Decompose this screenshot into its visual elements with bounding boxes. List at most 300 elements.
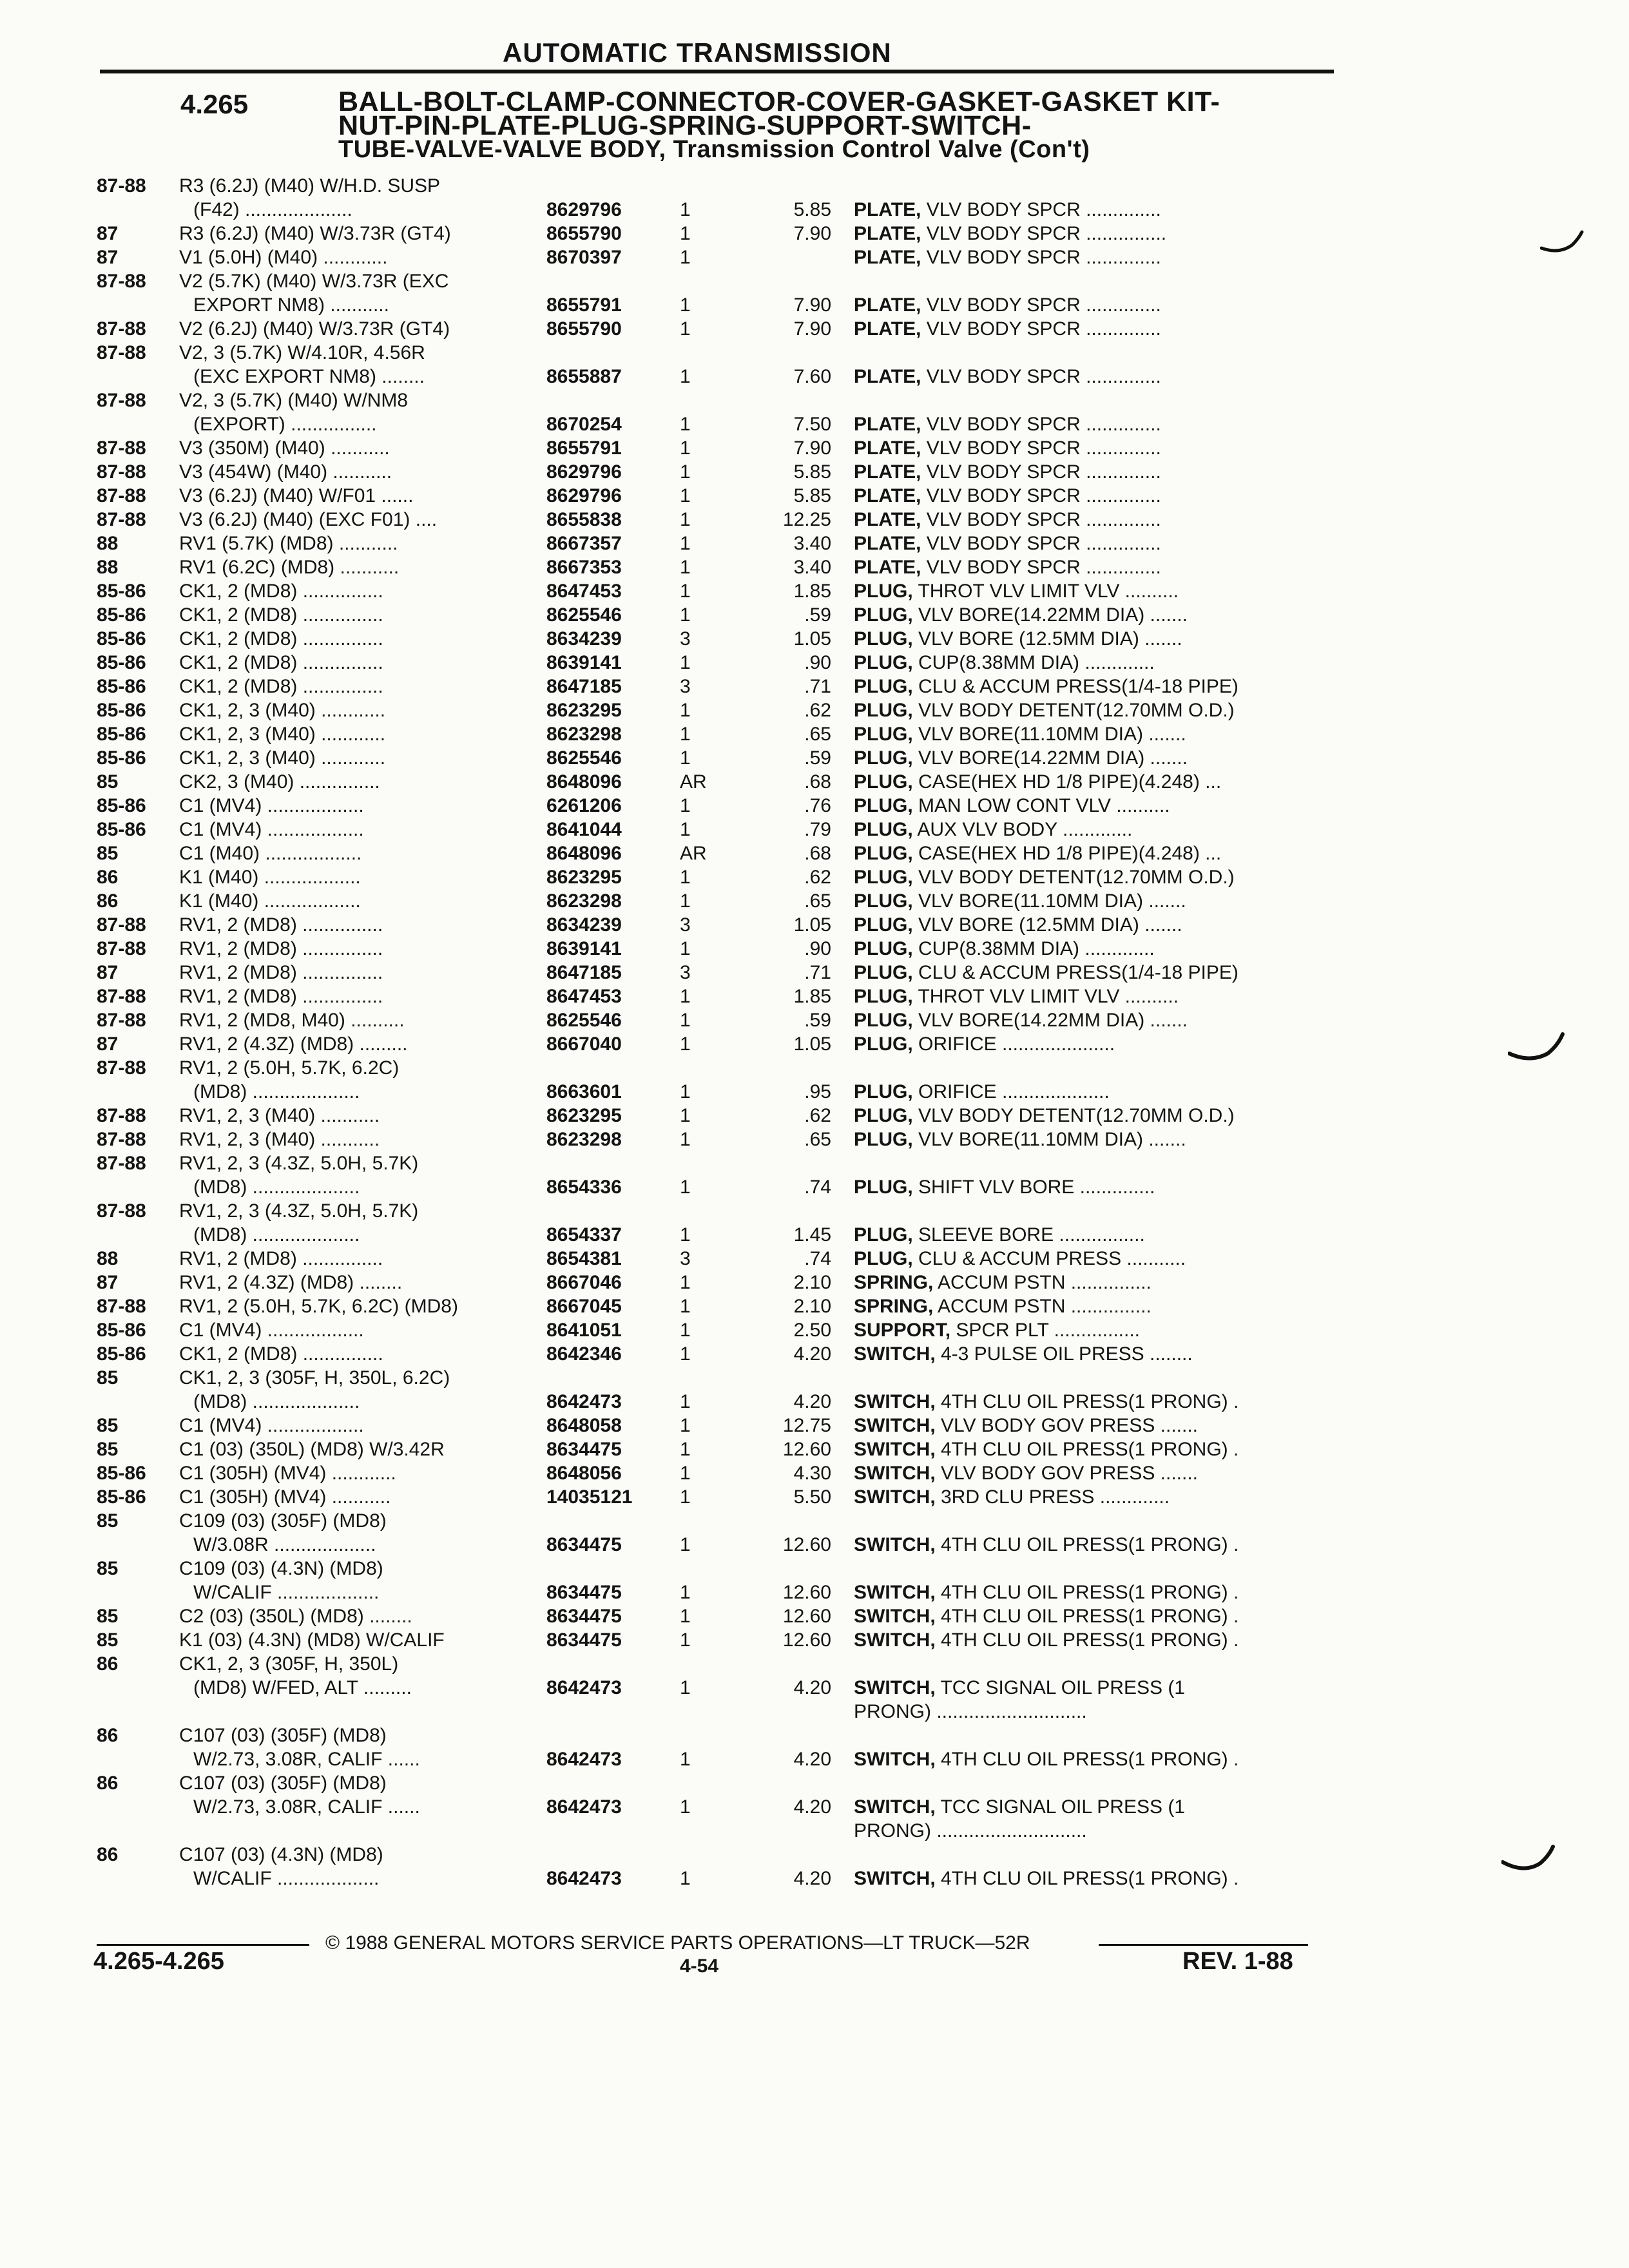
row-price: 3.40 xyxy=(793,533,831,554)
row-part-number: 8667357 xyxy=(546,533,622,554)
row-quantity: 1 xyxy=(680,604,691,626)
row-application: R3 (6.2J) (M40) W/3.73R (GT4) xyxy=(179,223,451,244)
description-keyword: PLUG, xyxy=(854,1129,913,1150)
table-row xyxy=(0,245,1629,269)
table-row xyxy=(0,818,1629,841)
row-part-number: 8647453 xyxy=(546,986,622,1007)
row-price: .79 xyxy=(804,819,831,840)
description-keyword: PLUG, xyxy=(854,581,913,602)
row-part-number: 8655790 xyxy=(546,318,622,340)
row-price: .59 xyxy=(804,747,831,769)
row-year: 87-88 xyxy=(97,1200,146,1222)
row-price: 12.60 xyxy=(782,1534,831,1555)
row-application: CK1, 2, 3 (M40) ............ xyxy=(179,747,386,769)
table-row xyxy=(0,1747,1629,1771)
row-description: PLATE, VLV BODY SPCR .............. xyxy=(854,461,1161,483)
row-price: 1.45 xyxy=(793,1224,831,1245)
row-description: PLUG, SLEEVE BORE ................ xyxy=(854,1224,1145,1245)
row-year: 85 xyxy=(97,1558,119,1579)
row-year: 85 xyxy=(97,771,119,793)
row-application: (EXC EXPORT NM8) ........ xyxy=(193,366,425,387)
row-year: 87-88 xyxy=(97,938,146,959)
row-year: 87-88 xyxy=(97,461,146,483)
row-quantity: 1 xyxy=(680,581,691,602)
table-row xyxy=(0,436,1629,460)
row-application: (MD8) .................... xyxy=(193,1081,360,1102)
row-year: 85 xyxy=(97,1367,119,1389)
row-part-number: 8634475 xyxy=(546,1582,622,1603)
row-part-number: 8654336 xyxy=(546,1177,622,1198)
row-price: 7.90 xyxy=(793,437,831,459)
row-description: PLATE, VLV BODY SPCR .............. xyxy=(854,366,1161,387)
row-description: PRONG) ............................ xyxy=(854,1820,1087,1841)
row-part-number: 8634475 xyxy=(546,1534,622,1555)
row-price: 5.85 xyxy=(793,485,831,506)
table-row xyxy=(0,555,1629,579)
description-keyword: PLUG, xyxy=(854,628,913,649)
row-part-number: 8648096 xyxy=(546,843,622,864)
row-application: CK2, 3 (M40) ............... xyxy=(179,771,380,793)
row-quantity: 1 xyxy=(680,1129,691,1150)
description-keyword: PLUG, xyxy=(854,1177,913,1198)
description-keyword: SWITCH, xyxy=(854,1868,936,1889)
section-title-line: BALL-BOLT-CLAMP-CONNECTOR-COVER-GASKET-GASKET KIT- xyxy=(338,86,1220,117)
description-keyword: PLUG, xyxy=(854,819,913,840)
row-application: CK1, 2 (MD8) ............... xyxy=(179,628,383,649)
description-keyword: PLUG, xyxy=(854,914,913,936)
row-part-number: 8647185 xyxy=(546,962,622,983)
row-price: .74 xyxy=(804,1177,831,1198)
row-description: PLUG, VLV BODY DETENT(12.70MM O.D.) xyxy=(854,700,1235,721)
row-description: PLUG, VLV BORE(14.22MM DIA) ....... xyxy=(854,747,1188,769)
description-keyword: SPRING, xyxy=(854,1272,934,1293)
row-description: SWITCH, 4TH CLU OIL PRESS(1 PRONG) . xyxy=(854,1439,1239,1460)
row-year: 85-86 xyxy=(97,1463,146,1484)
table-row xyxy=(0,174,1629,198)
footer-page-number: 4-54 xyxy=(680,1956,719,1977)
description-keyword: SWITCH, xyxy=(854,1463,936,1484)
row-year: 85-86 xyxy=(97,1343,146,1365)
row-price: 1.05 xyxy=(793,1033,831,1055)
row-application: C1 (305H) (MV4) ............ xyxy=(179,1463,396,1484)
row-quantity: 1 xyxy=(680,986,691,1007)
table-row xyxy=(0,675,1629,698)
row-description: PLUG, SHIFT VLV BORE .............. xyxy=(854,1177,1155,1198)
description-keyword: PLATE, xyxy=(854,437,921,459)
description-keyword: PLUG, xyxy=(854,986,913,1007)
table-row xyxy=(0,1056,1629,1080)
row-description: SWITCH, 3RD CLU PRESS ............. xyxy=(854,1486,1170,1508)
row-description: PLUG, CLU & ACCUM PRESS ........... xyxy=(854,1248,1186,1269)
row-quantity: 1 xyxy=(680,199,691,220)
row-part-number: 8642473 xyxy=(546,1796,622,1818)
row-price: .74 xyxy=(804,1248,831,1269)
row-application: C107 (03) (305F) (MD8) xyxy=(179,1725,387,1746)
row-year: 87-88 xyxy=(97,271,146,292)
description-keyword: PLATE, xyxy=(854,247,921,268)
row-description: PLUG, CLU & ACCUM PRESS(1/4-18 PIPE) xyxy=(854,962,1239,983)
row-year: 85-86 xyxy=(97,700,146,721)
row-quantity: 1 xyxy=(680,819,691,840)
check-mark-icon xyxy=(1508,1031,1566,1070)
table-row xyxy=(0,913,1629,937)
section-number: 4.265 xyxy=(180,89,249,119)
row-quantity: 1 xyxy=(680,795,691,816)
row-part-number: 8639141 xyxy=(546,938,622,959)
table-row xyxy=(0,1533,1629,1557)
row-description: PLUG, CUP(8.38MM DIA) ............. xyxy=(854,652,1155,673)
row-quantity: 1 xyxy=(680,1796,691,1818)
row-description: PLATE, VLV BODY SPCR .............. xyxy=(854,437,1161,459)
row-application: CK1, 2, 3 (305F, H, 350L, 6.2C) xyxy=(179,1367,450,1389)
description-keyword: PLUG, xyxy=(854,676,913,697)
row-year: 87-88 xyxy=(97,1105,146,1126)
row-application: V3 (6.2J) (M40) W/F01 ...... xyxy=(179,485,414,506)
row-description: PLATE, VLV BODY SPCR .............. xyxy=(854,509,1161,530)
row-price: 4.20 xyxy=(793,1796,831,1818)
table-row xyxy=(0,1843,1629,1867)
footer-rule-left xyxy=(97,1944,309,1946)
table-row xyxy=(0,1557,1629,1581)
description-keyword: SWITCH, xyxy=(854,1391,936,1412)
row-application: RV1, 2 (MD8) ............... xyxy=(179,938,383,959)
row-part-number: 8667353 xyxy=(546,557,622,578)
table-row xyxy=(0,1342,1629,1366)
row-price: 7.90 xyxy=(793,223,831,244)
row-quantity: 1 xyxy=(680,652,691,673)
row-description: PLUG, VLV BORE(11.10MM DIA) ....... xyxy=(854,724,1186,745)
table-row xyxy=(0,1485,1629,1509)
row-description: SWITCH, 4TH CLU OIL PRESS(1 PRONG) . xyxy=(854,1534,1239,1555)
row-quantity: AR xyxy=(680,771,707,793)
table-row xyxy=(0,389,1629,412)
row-year: 85-86 xyxy=(97,819,146,840)
row-year: 85 xyxy=(97,843,119,864)
row-part-number: 8642473 xyxy=(546,1749,622,1770)
row-part-number: 8641044 xyxy=(546,819,622,840)
row-application: CK1, 2, 3 (M40) ............ xyxy=(179,700,386,721)
row-application: (EXPORT) ................ xyxy=(193,414,377,435)
row-year: 85-86 xyxy=(97,676,146,697)
description-keyword: PLUG, xyxy=(854,867,913,888)
row-price: 7.90 xyxy=(793,318,831,340)
row-quantity: 1 xyxy=(680,1391,691,1412)
row-price: .90 xyxy=(804,938,831,959)
row-year: 87 xyxy=(97,1272,119,1293)
table-row xyxy=(0,1175,1629,1199)
row-quantity: 3 xyxy=(680,676,691,697)
row-quantity: 3 xyxy=(680,962,691,983)
row-quantity: 1 xyxy=(680,1081,691,1102)
row-application: RV1, 2, 3 (4.3Z, 5.0H, 5.7K) xyxy=(179,1153,419,1174)
row-application: W/CALIF ................... xyxy=(193,1582,380,1603)
table-row xyxy=(0,1080,1629,1104)
row-quantity: 1 xyxy=(680,1582,691,1603)
row-application: V2 (5.7K) (M40) W/3.73R (EXC xyxy=(179,271,449,292)
row-description: SWITCH, VLV BODY GOV PRESS ....... xyxy=(854,1415,1199,1436)
row-application: CK1, 2 (MD8) ............... xyxy=(179,581,383,602)
header-rule xyxy=(100,70,1334,73)
row-price: 4.20 xyxy=(793,1749,831,1770)
table-row xyxy=(0,865,1629,889)
row-application: RV1, 2 (MD8) ............... xyxy=(179,914,383,936)
row-price: .59 xyxy=(804,1010,831,1031)
description-keyword: PLUG, xyxy=(854,1248,913,1269)
row-part-number: 8655790 xyxy=(546,223,622,244)
row-application: RV1 (6.2C) (MD8) ........... xyxy=(179,557,400,578)
row-price: 5.85 xyxy=(793,461,831,483)
row-part-number: 6261206 xyxy=(546,795,622,816)
row-application: RV1, 2 (MD8) ............... xyxy=(179,962,383,983)
table-row xyxy=(0,722,1629,746)
row-description: SWITCH, 4TH CLU OIL PRESS(1 PRONG) . xyxy=(854,1629,1239,1651)
row-application: R3 (6.2J) (M40) W/H.D. SUSP xyxy=(179,175,441,197)
row-year: 85 xyxy=(97,1606,119,1627)
table-row xyxy=(0,365,1629,389)
table-row xyxy=(0,1318,1629,1342)
row-description: PLUG, VLV BORE(14.22MM DIA) ....... xyxy=(854,604,1188,626)
row-year: 87-88 xyxy=(97,437,146,459)
table-row xyxy=(0,1414,1629,1437)
row-year: 86 xyxy=(97,1653,119,1675)
row-description: PLUG, VLV BODY DETENT(12.70MM O.D.) xyxy=(854,1105,1235,1126)
row-description: PLUG, VLV BORE (12.5MM DIA) ....... xyxy=(854,914,1182,936)
row-year: 86 xyxy=(97,890,119,912)
row-application: V1 (5.0H) (M40) ............ xyxy=(179,247,388,268)
row-year: 87 xyxy=(97,223,119,244)
description-keyword: SWITCH, xyxy=(854,1606,936,1627)
row-part-number: 8647453 xyxy=(546,581,622,602)
table-row xyxy=(0,1294,1629,1318)
description-keyword: PLATE, xyxy=(854,294,921,316)
row-description: SWITCH, TCC SIGNAL OIL PRESS (1 xyxy=(854,1677,1185,1698)
row-year: 85 xyxy=(97,1415,119,1436)
row-part-number: 8623298 xyxy=(546,1129,622,1150)
row-application: W/3.08R ................... xyxy=(193,1534,376,1555)
row-description: SWITCH, 4TH CLU OIL PRESS(1 PRONG) . xyxy=(854,1606,1239,1627)
description-keyword: PLUG, xyxy=(854,1010,913,1031)
row-application: C2 (03) (350L) (MD8) ........ xyxy=(179,1606,412,1627)
row-price: .71 xyxy=(804,962,831,983)
row-part-number: 8655838 xyxy=(546,509,622,530)
row-description: PLATE, VLV BODY SPCR .............. xyxy=(854,199,1161,220)
row-quantity: 1 xyxy=(680,1033,691,1055)
row-description: PLUG, VLV BORE(11.10MM DIA) ....... xyxy=(854,1129,1186,1150)
table-row xyxy=(0,1581,1629,1604)
row-part-number: 8629796 xyxy=(546,199,622,220)
row-part-number: 8629796 xyxy=(546,461,622,483)
description-keyword: PLUG, xyxy=(854,1105,913,1126)
row-year: 86 xyxy=(97,1773,119,1794)
description-keyword: PLUG, xyxy=(854,962,913,983)
row-application: RV1, 2, 3 (M40) ........... xyxy=(179,1129,380,1150)
description-keyword: PLUG, xyxy=(854,652,913,673)
row-price: .65 xyxy=(804,1129,831,1150)
row-year: 87 xyxy=(97,1033,119,1055)
row-quantity: 1 xyxy=(680,890,691,912)
row-quantity: 1 xyxy=(680,1296,691,1317)
row-year: 87-88 xyxy=(97,1129,146,1150)
row-application: V3 (6.2J) (M40) (EXC F01) .... xyxy=(179,509,438,530)
row-description: PLUG, THROT VLV LIMIT VLV .......... xyxy=(854,581,1179,602)
table-row xyxy=(0,1271,1629,1294)
row-description: PLUG, VLV BODY DETENT(12.70MM O.D.) xyxy=(854,867,1235,888)
row-price: 1.05 xyxy=(793,914,831,936)
row-description: PLATE, VLV BODY SPCR .............. xyxy=(854,294,1161,316)
description-keyword: PLUG, xyxy=(854,700,913,721)
row-part-number: 8670397 xyxy=(546,247,622,268)
row-description: SWITCH, VLV BODY GOV PRESS ....... xyxy=(854,1463,1199,1484)
description-keyword: PLATE, xyxy=(854,223,921,244)
row-quantity: 1 xyxy=(680,366,691,387)
row-quantity: 1 xyxy=(680,747,691,769)
description-keyword: PLATE, xyxy=(854,533,921,554)
row-price: 7.90 xyxy=(793,294,831,316)
row-description: SWITCH, 4TH CLU OIL PRESS(1 PRONG) . xyxy=(854,1749,1239,1770)
table-row xyxy=(0,1867,1629,1890)
row-quantity: 1 xyxy=(680,509,691,530)
row-price: .59 xyxy=(804,604,831,626)
section-title-line: TUBE-VALVE-VALVE BODY, Transmission Control Valve (Con't) xyxy=(338,136,1090,163)
table-row xyxy=(0,1676,1629,1700)
description-keyword: PLATE, xyxy=(854,461,921,483)
row-description: SWITCH, 4TH CLU OIL PRESS(1 PRONG) . xyxy=(854,1391,1239,1412)
row-part-number: 8648058 xyxy=(546,1415,622,1436)
description-keyword: SWITCH, xyxy=(854,1343,936,1365)
description-keyword: PLATE, xyxy=(854,485,921,506)
row-quantity: 1 xyxy=(680,1486,691,1508)
footer-rule-right xyxy=(1099,1944,1308,1946)
row-quantity: 1 xyxy=(680,1439,691,1460)
description-keyword: PLUG, xyxy=(854,890,913,912)
row-price: 4.20 xyxy=(793,1677,831,1698)
row-description: PLATE, VLV BODY SPCR .............. xyxy=(854,318,1161,340)
table-row xyxy=(0,412,1629,436)
row-description: PLUG, ORIFICE .................... xyxy=(854,1081,1110,1102)
row-part-number: 8642346 xyxy=(546,1343,622,1365)
row-quantity: 1 xyxy=(680,1463,691,1484)
description-keyword: PLATE, xyxy=(854,557,921,578)
row-description: PLUG, THROT VLV LIMIT VLV .......... xyxy=(854,986,1179,1007)
description-keyword: PLATE, xyxy=(854,509,921,530)
table-row xyxy=(0,1795,1629,1819)
description-keyword: SWITCH, xyxy=(854,1582,936,1603)
row-year: 85-86 xyxy=(97,1486,146,1508)
row-price: .62 xyxy=(804,1105,831,1126)
check-mark-icon xyxy=(1540,229,1585,261)
row-part-number: 8648056 xyxy=(546,1463,622,1484)
row-price: 2.10 xyxy=(793,1272,831,1293)
row-price: .62 xyxy=(804,700,831,721)
row-year: 87-88 xyxy=(97,1153,146,1174)
row-part-number: 8655791 xyxy=(546,294,622,316)
description-keyword: PLUG, xyxy=(854,724,913,745)
description-keyword: PLUG, xyxy=(854,843,913,864)
row-application: C107 (03) (305F) (MD8) xyxy=(179,1773,387,1794)
row-year: 87-88 xyxy=(97,175,146,197)
table-row xyxy=(0,508,1629,532)
row-application: RV1, 2 (MD8) ............... xyxy=(179,1248,383,1269)
row-description: SWITCH, 4TH CLU OIL PRESS(1 PRONG) . xyxy=(854,1868,1239,1889)
row-year: 85-86 xyxy=(97,628,146,649)
description-keyword: PLUG, xyxy=(854,771,913,793)
row-application: EXPORT NM8) ........... xyxy=(193,294,389,316)
row-part-number: 8642473 xyxy=(546,1677,622,1698)
row-application: RV1, 2 (5.0H, 5.7K, 6.2C) (MD8) xyxy=(179,1296,458,1317)
row-price: .95 xyxy=(804,1081,831,1102)
row-application: K1 (03) (4.3N) (MD8) W/CALIF xyxy=(179,1629,445,1651)
row-year: 87-88 xyxy=(97,986,146,1007)
table-row xyxy=(0,532,1629,555)
row-application: V3 (350M) (M40) ........... xyxy=(179,437,390,459)
row-quantity: 1 xyxy=(680,867,691,888)
row-year: 85 xyxy=(97,1439,119,1460)
description-keyword: SPRING, xyxy=(854,1296,934,1317)
row-description: SPRING, ACCUM PSTN ............... xyxy=(854,1272,1152,1293)
table-row xyxy=(0,889,1629,913)
page-header-title: AUTOMATIC TRANSMISSION xyxy=(503,37,892,68)
row-part-number: 8623298 xyxy=(546,724,622,745)
row-description: PLUG, CLU & ACCUM PRESS(1/4-18 PIPE) xyxy=(854,676,1239,697)
row-year: 87-88 xyxy=(97,485,146,506)
table-row xyxy=(0,1223,1629,1247)
table-row xyxy=(0,460,1629,484)
row-price: 4.20 xyxy=(793,1868,831,1889)
description-keyword: SWITCH, xyxy=(854,1749,936,1770)
row-application: C107 (03) (4.3N) (MD8) xyxy=(179,1844,383,1865)
row-application: W/2.73, 3.08R, CALIF ...... xyxy=(193,1749,420,1770)
row-price: 12.25 xyxy=(782,509,831,530)
description-keyword: SWITCH, xyxy=(854,1415,936,1436)
row-year: 87 xyxy=(97,247,119,268)
table-row xyxy=(0,627,1629,651)
row-quantity: 1 xyxy=(680,533,691,554)
row-part-number: 8667040 xyxy=(546,1033,622,1055)
row-quantity: AR xyxy=(680,843,707,864)
row-year: 87-88 xyxy=(97,914,146,936)
row-price: 3.40 xyxy=(793,557,831,578)
row-application: V2 (6.2J) (M40) W/3.73R (GT4) xyxy=(179,318,450,340)
table-row xyxy=(0,1628,1629,1652)
row-description: SWITCH, 4TH CLU OIL PRESS(1 PRONG) . xyxy=(854,1582,1239,1603)
row-quantity: 3 xyxy=(680,628,691,649)
row-application: W/2.73, 3.08R, CALIF ...... xyxy=(193,1796,420,1818)
row-quantity: 1 xyxy=(680,1415,691,1436)
row-price: 1.05 xyxy=(793,628,831,649)
row-year: 87-88 xyxy=(97,1296,146,1317)
row-description: PLATE, VLV BODY SPCR .............. xyxy=(854,247,1161,268)
row-quantity: 1 xyxy=(680,1224,691,1245)
row-part-number: 8634475 xyxy=(546,1439,622,1460)
row-price: 2.10 xyxy=(793,1296,831,1317)
description-keyword: PLATE, xyxy=(854,414,921,435)
row-quantity: 1 xyxy=(680,461,691,483)
row-quantity: 1 xyxy=(680,724,691,745)
table-row xyxy=(0,1724,1629,1747)
row-part-number: 8648096 xyxy=(546,771,622,793)
row-part-number: 8634475 xyxy=(546,1606,622,1627)
table-row xyxy=(0,1199,1629,1223)
row-price: .90 xyxy=(804,652,831,673)
row-part-number: 8623295 xyxy=(546,1105,622,1126)
row-year: 85-86 xyxy=(97,652,146,673)
row-price: 2.50 xyxy=(793,1320,831,1341)
table-row xyxy=(0,1390,1629,1414)
row-application: CK1, 2 (MD8) ............... xyxy=(179,1343,383,1365)
row-application: K1 (M40) .................. xyxy=(179,867,361,888)
row-part-number: 8670254 xyxy=(546,414,622,435)
row-part-number: 8623298 xyxy=(546,890,622,912)
